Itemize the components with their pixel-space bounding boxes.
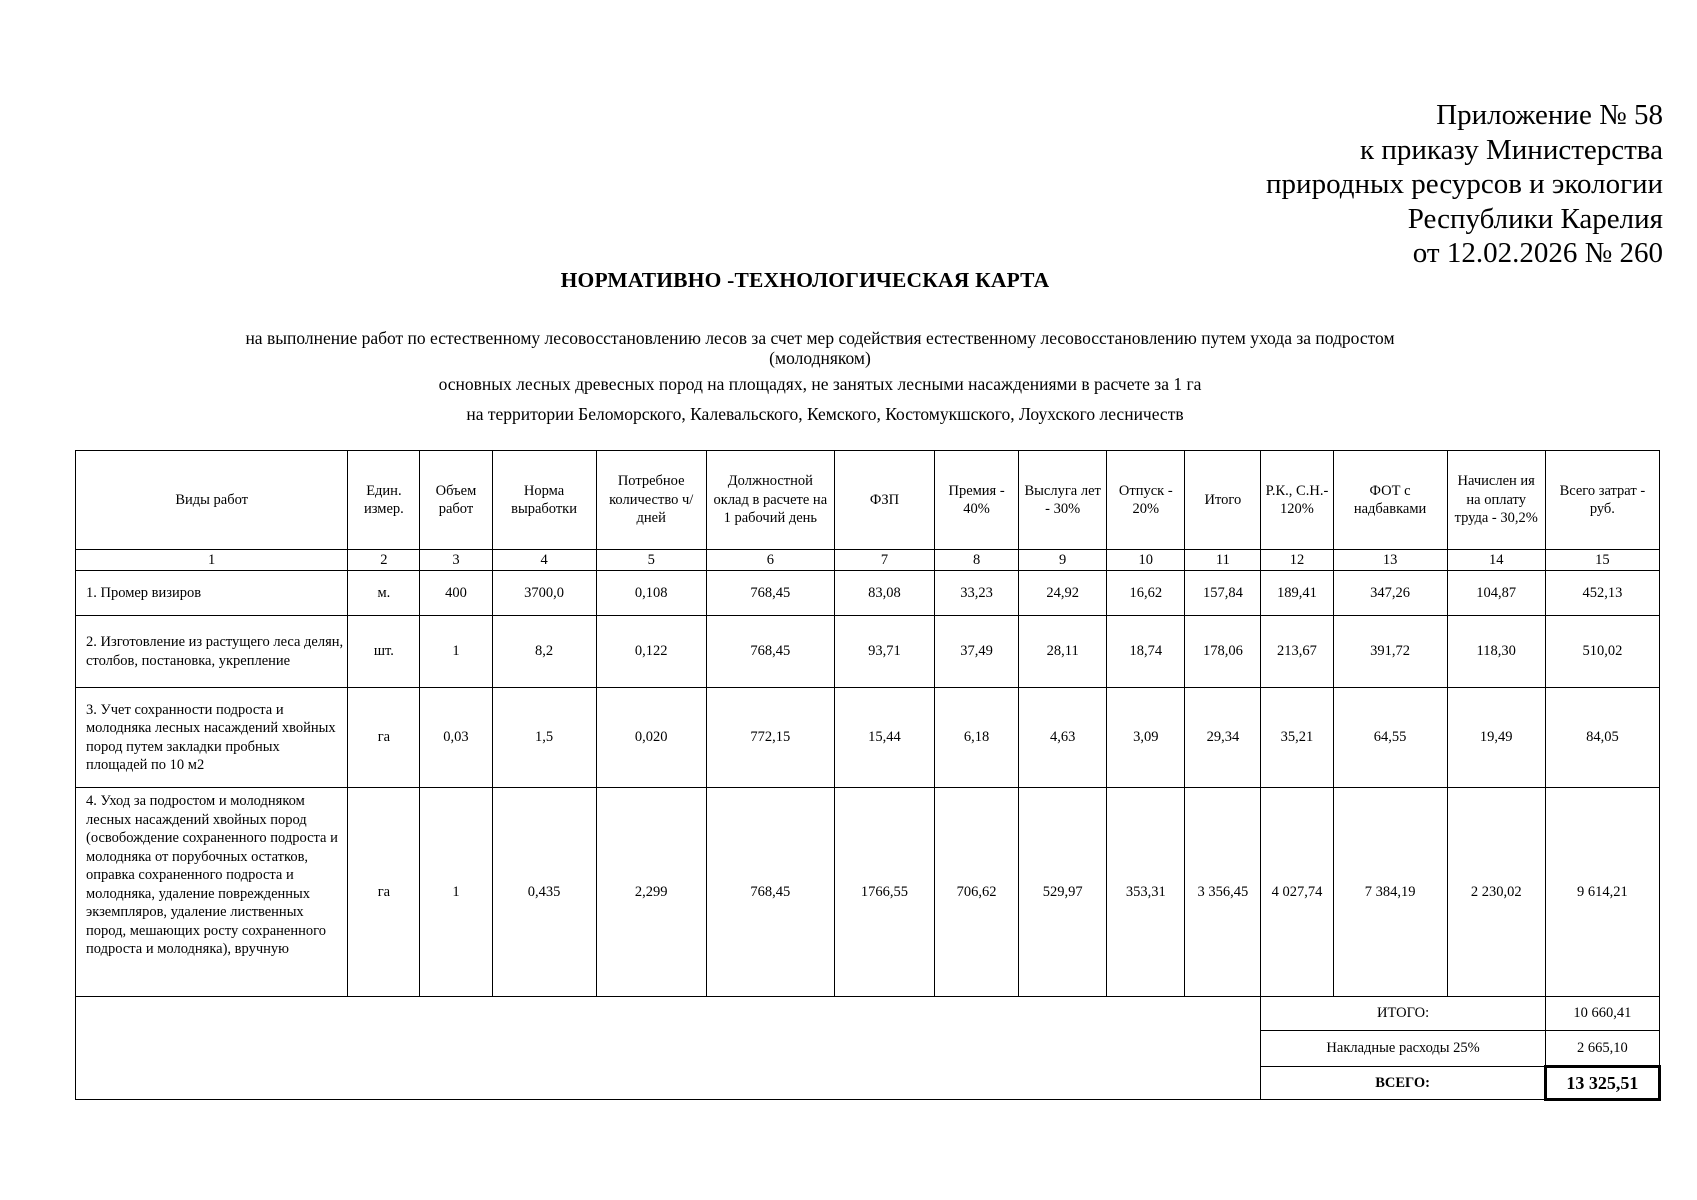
- column-number: 12: [1261, 550, 1333, 571]
- work-type-cell: 2. Изготовление из растущего леса делян, столбов, постановка, укрепление: [76, 616, 348, 688]
- subtitle-line-3: на территории Беломорского, Калевальского, Кемского, Костомукшского, Лоухского лесничеств: [466, 404, 1184, 424]
- header-cell: ФОТ с надбавками: [1333, 451, 1447, 550]
- table-cell: 2,299: [596, 788, 706, 997]
- table-cell: га: [348, 688, 420, 788]
- appendix-block: [1266, 98, 1663, 271]
- appendix-line-5: от 12.02.2026 № 260: [1412, 237, 1663, 269]
- header-cell: Выслуга лет - 30%: [1019, 451, 1107, 550]
- overhead-label: Накладные расходы 25%: [1261, 1031, 1545, 1067]
- table-cell: 1,5: [492, 688, 596, 788]
- column-number-row: [76, 550, 1660, 571]
- table-cell: 391,72: [1333, 616, 1447, 688]
- table-cell: 157,84: [1185, 571, 1261, 616]
- table-cell: 772,15: [706, 688, 834, 788]
- column-number: 1: [76, 550, 348, 571]
- appendix-line-1: Приложение № 58: [1436, 99, 1663, 131]
- header-cell: Виды работ: [76, 451, 348, 550]
- totals-row-itogo: [76, 997, 1660, 1031]
- column-number: 2: [348, 550, 420, 571]
- column-number: 7: [834, 550, 934, 571]
- table-cell: 189,41: [1261, 571, 1333, 616]
- table-cell: га: [348, 788, 420, 997]
- subtitle-line-1b: (молодняком): [769, 348, 871, 368]
- appendix-line-2: к приказу Министерства: [1360, 133, 1663, 166]
- table-cell: м.: [348, 571, 420, 616]
- table-cell: 4,63: [1019, 688, 1107, 788]
- table-cell: 510,02: [1545, 616, 1659, 688]
- header-cell: Всего затрат - руб.: [1545, 451, 1659, 550]
- table-cell: 529,97: [1019, 788, 1107, 997]
- table-cell: 0,03: [420, 688, 492, 788]
- table-cell: 7 384,19: [1333, 788, 1447, 997]
- itogo-value: 10 660,41: [1545, 997, 1659, 1031]
- appendix-line-3: природных ресурсов и экологии: [1266, 168, 1663, 200]
- header-cell: Итого: [1185, 451, 1261, 550]
- table-cell: 118,30: [1447, 616, 1545, 688]
- vsego-value: 13 325,51: [1545, 1067, 1659, 1100]
- header-cell: Р.К., С.Н.- 120%: [1261, 451, 1333, 550]
- header-cell: Премия - 40%: [935, 451, 1019, 550]
- header-cell: ФЗП: [834, 451, 934, 550]
- table-cell: 33,23: [935, 571, 1019, 616]
- table-cell: 213,67: [1261, 616, 1333, 688]
- table-cell: 93,71: [834, 616, 934, 688]
- header-cell: Отпуск - 20%: [1107, 451, 1185, 550]
- table-cell: 15,44: [834, 688, 934, 788]
- header-cell: Должностной оклад в расчете на 1 рабочий день: [706, 451, 834, 550]
- table-cell: 353,31: [1107, 788, 1185, 997]
- work-type-cell: 4. Уход за подростом и молодняком лесных насаждений хвойных пород (освобождение сохраненного подроста и молодняка от порубочных остатков, оправка сохраненного подроста и молодняка, удаление поврежденных экземпляров, удаление лиственных пород, мешающих росту сохраненного подроста и молодняка), вручную: [76, 788, 348, 997]
- cost-table: [75, 450, 1661, 1101]
- table-cell: 768,45: [706, 616, 834, 688]
- table-cell: 64,55: [1333, 688, 1447, 788]
- table-cell: 1766,55: [834, 788, 934, 997]
- table-cell: 19,49: [1447, 688, 1545, 788]
- header-cell: Начислен ия на оплату труда - 30,2%: [1447, 451, 1545, 550]
- table-cell: 8,2: [492, 616, 596, 688]
- table-cell: 1: [420, 616, 492, 688]
- column-number: 4: [492, 550, 596, 571]
- table-row: [76, 688, 1660, 788]
- table-cell: 3,09: [1107, 688, 1185, 788]
- column-number: 6: [706, 550, 834, 571]
- table-cell: 768,45: [706, 788, 834, 997]
- column-number: 11: [1185, 550, 1261, 571]
- table-cell: 0,435: [492, 788, 596, 997]
- table-cell: 9 614,21: [1545, 788, 1659, 997]
- column-number: 3: [420, 550, 492, 571]
- table-cell: 28,11: [1019, 616, 1107, 688]
- table-cell: 1: [420, 788, 492, 997]
- table-cell: 400: [420, 571, 492, 616]
- column-number: 14: [1447, 550, 1545, 571]
- column-number: 13: [1333, 550, 1447, 571]
- table-cell: 706,62: [935, 788, 1019, 997]
- appendix-line-4: Республики Карелия: [1407, 202, 1663, 235]
- table-cell: 83,08: [834, 571, 934, 616]
- table-cell: 2 230,02: [1447, 788, 1545, 997]
- table-cell: 16,62: [1107, 571, 1185, 616]
- totals-blank-area: [76, 997, 1261, 1100]
- overhead-value: 2 665,10: [1545, 1031, 1659, 1067]
- table-cell: 768,45: [706, 571, 834, 616]
- table-cell: 37,49: [935, 616, 1019, 688]
- table-cell: 29,34: [1185, 688, 1261, 788]
- column-number: 15: [1545, 550, 1659, 571]
- table-cell: 24,92: [1019, 571, 1107, 616]
- column-number: 8: [935, 550, 1019, 571]
- table-cell: 18,74: [1107, 616, 1185, 688]
- table-cell: 35,21: [1261, 688, 1333, 788]
- column-number: 10: [1107, 550, 1185, 571]
- table-cell: 0,122: [596, 616, 706, 688]
- header-cell: Един. измер.: [348, 451, 420, 550]
- table-row: [76, 616, 1660, 688]
- subtitle-line-1: [60, 328, 1580, 368]
- vsego-label: ВСЕГО:: [1261, 1067, 1545, 1100]
- table-cell: 6,18: [935, 688, 1019, 788]
- table-cell: 3 356,45: [1185, 788, 1261, 997]
- itogo-label: ИТОГО:: [1261, 997, 1545, 1031]
- column-number: 5: [596, 550, 706, 571]
- table-row: [76, 788, 1660, 997]
- subtitle-line-2: основных лесных древесных пород на площадях, не занятых лесными насаждениями в расчете за 1 га: [438, 374, 1202, 394]
- table-cell: 0,108: [596, 571, 706, 616]
- table-cell: 0,020: [596, 688, 706, 788]
- header-cell: Потребное количество ч/дней: [596, 451, 706, 550]
- table-cell: 3700,0: [492, 571, 596, 616]
- table-cell: 4 027,74: [1261, 788, 1333, 997]
- table-row: [76, 571, 1660, 616]
- header-cell: Объем работ: [420, 451, 492, 550]
- header-row: [76, 451, 1660, 550]
- header-cell: Норма выработки: [492, 451, 596, 550]
- work-type-cell: 1. Промер визиров: [76, 571, 348, 616]
- table-cell: шт.: [348, 616, 420, 688]
- document-title: НОРМАТИВНО -ТЕХНОЛОГИЧЕСКАЯ КАРТА: [560, 268, 1050, 292]
- table-cell: 452,13: [1545, 571, 1659, 616]
- table-cell: 84,05: [1545, 688, 1659, 788]
- table-cell: 347,26: [1333, 571, 1447, 616]
- table-cell: 178,06: [1185, 616, 1261, 688]
- table-cell: 104,87: [1447, 571, 1545, 616]
- work-type-cell: 3. Учет сохранности подроста и молодняка лесных насаждений хвойных пород путем закладки пробных площадей по 10 м2: [76, 688, 348, 788]
- column-number: 9: [1019, 550, 1107, 571]
- subtitle-line-1a: на выполнение работ по естественному лесовосстановлению лесов за счет мер содействия естественному лесовосстановлению путем ухода за подростом: [245, 328, 1395, 348]
